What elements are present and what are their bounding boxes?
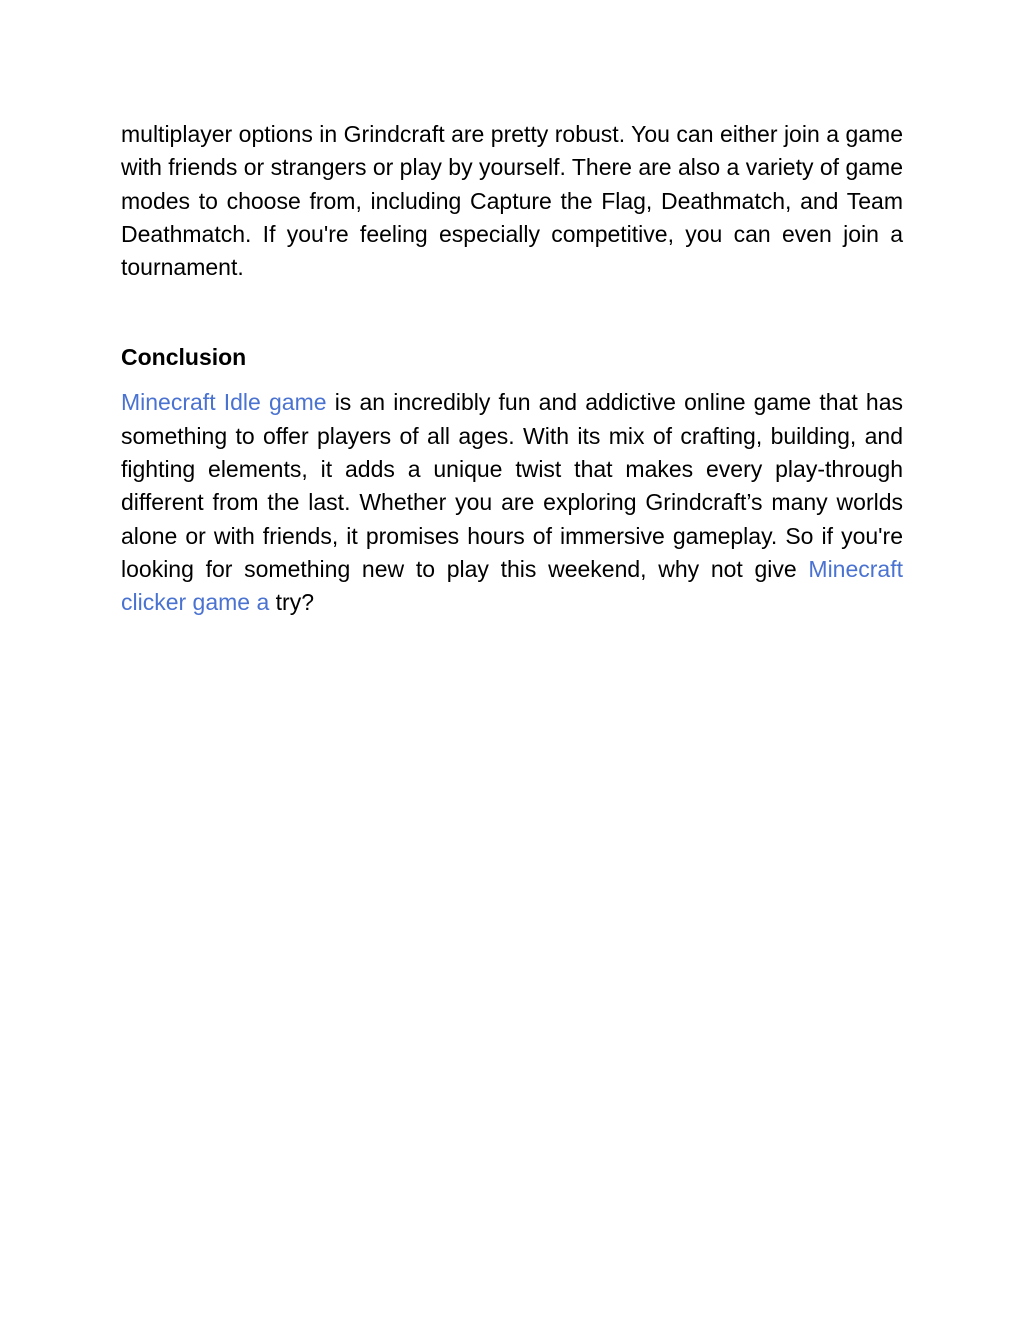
minecraft-clicker-game-link[interactable]: Minecraft clicker game a: [121, 555, 903, 616]
intro-paragraph: multiplayer options in Grindcraft are pretty robust. You can either join a game with friends or strangers or play by yourself. There are also a variety of game modes to choose from, including Capture the Flag, Deathmatch, and Team Deathmatch. If you're feeling especially competitive, you can even join a tournament.: [121, 121, 903, 281]
conclusion-text-part1: is an incredibly fun and addictive online game that has something to offer players of all ages. With its mix of crafting, building, and fighting elements, it adds a unique twist that makes every play-through different from the last. Whether you are exploring Grindcraft’s many worlds alone or with friends, it promises hours of immersive gameplay. So if you're looking for something new to play this weekend, why not give: [121, 389, 903, 582]
conclusion-text-part2: try?: [269, 589, 315, 616]
conclusion-heading: Conclusion: [121, 344, 247, 371]
conclusion-paragraph: [121, 386, 903, 619]
document-page: [121, 118, 903, 620]
minecraft-idle-game-link[interactable]: Minecraft Idle game: [121, 389, 327, 416]
